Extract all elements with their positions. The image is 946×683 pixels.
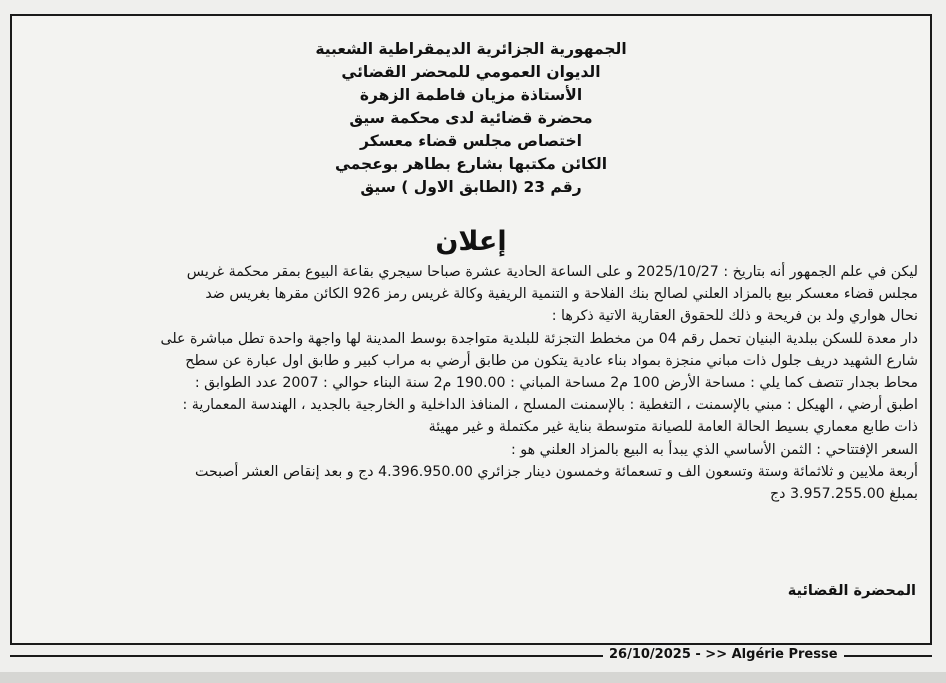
notice-line: اطبق أرضي ، الهيكل : مبني بالإسمنت ، التغطية : بالإسمنت المسلح ، المنافذ الداخلية و الخارجية بالجديد ، الهندسة المعمارية : xyxy=(182,397,918,414)
notice-line: بمبلغ 3.957.255.00 دج xyxy=(770,486,918,503)
header-line-office: الديوان العمومي للمحضر القضائي xyxy=(341,63,601,81)
notice-title: إعلان xyxy=(435,226,507,257)
header-line-number: رقم 23 (الطابق الاول ) سيق xyxy=(360,178,582,196)
header-line-republic: الجمهورية الجزائرية الديمقراطية الشعبية xyxy=(315,40,627,58)
notice-body xyxy=(28,261,918,505)
page-bottom-band xyxy=(0,672,946,683)
notice-line: شارع الشهيد دريف جلول ذات مباني منجزة بمواد بناء عادية يتكون من طابق أرضي به مراب كبير و طابق اول عبارة عن سطح xyxy=(185,352,918,369)
notice-header xyxy=(12,38,930,199)
notice-line: ذات طابع معماري بسيط الحالة العامة للصيانة متوسطة بناية غير مكتملة و غير مهيئة xyxy=(428,419,918,436)
header-line-court: محضرة قضائية لدى محكمة سيق xyxy=(349,109,593,127)
legal-notice-frame xyxy=(10,14,932,645)
notice-line: ليكن في علم الجمهور أنه بتاريخ : 2025/10/27 و على الساعة الحادية عشرة صباحا سيجري بقاعة البيوع بمقر محكمة غريس xyxy=(186,264,918,280)
notice-signature: المحضرة القضائية xyxy=(787,583,916,599)
notice-line: نحال هواري ولد بن فريحة و ذلك للحقوق العقارية الاتية ذكرها : xyxy=(551,308,918,325)
header-line-jurisdiction: اختصاص مجلس قضاء معسكر xyxy=(360,132,582,150)
notice-line: محاط بجدار تتصف كما يلي : مساحة الأرض 100 م2 مساحة المباني : 190.00 م2 سنة البناء حوالي : 2007 عدد الطوابق : xyxy=(194,375,918,392)
header-line-bailiff-name: الأستاذة مزيان فاطمة الزهرة xyxy=(359,86,583,104)
notice-line: دار معدة للسكن ببلدية البنيان تحمل رقم 04 من مخطط التجزئة للبلدية متواجدة بوسط المدينة لها واجهة واحدة تطل مباشرة على xyxy=(160,330,918,347)
header-line-address: الكائن مكتبها بشارع بطاهر بوعجمي xyxy=(334,155,608,173)
notice-line: أربعة ملايين و ثلاثمائة وستة وتسعون الف و تسعمائة وخمسون دينار جزائري 4.396.950.00 دج و بعد إنقاص العشر أصبحت xyxy=(195,463,918,480)
footer-source: 26/10/2025 - >> Algérie Presse xyxy=(603,645,844,665)
notice-line: السعر الإفتتاحي : الثمن الأساسي الذي يبدأ به البيع بالمزاد العلني هو : xyxy=(510,441,918,458)
notice-line: مجلس قضاء معسكر بيع بالمزاد العلني لصالح بنك الفلاحة و التنمية الريفية وكالة غريس رمز 926 الكائن مقرها بغريس ضد xyxy=(205,286,918,303)
